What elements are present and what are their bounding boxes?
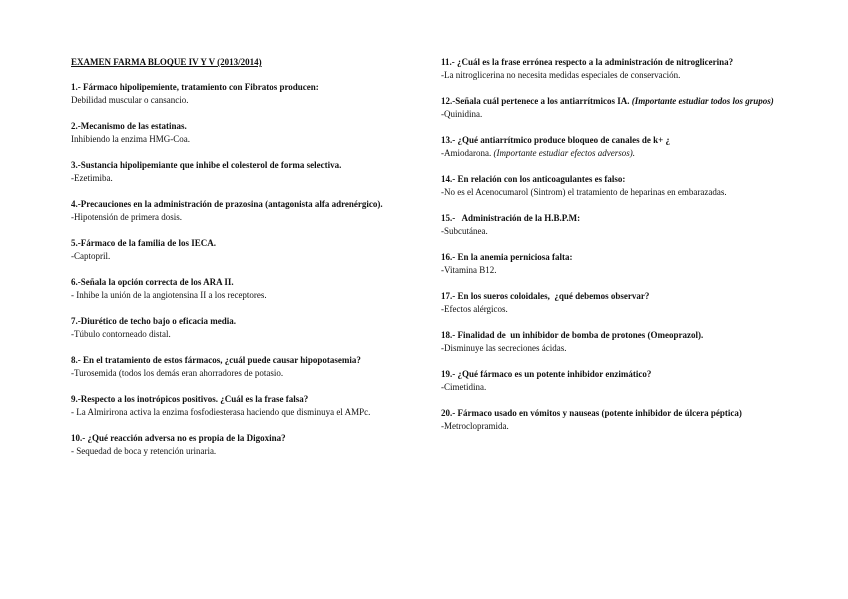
right-column: [441, 56, 781, 446]
answer-text: -Disminuye las secreciones ácidas.: [441, 343, 567, 353]
question-20: [441, 407, 781, 433]
question-9: [71, 393, 411, 419]
question-text: 10.- ¿Qué reacción adversa no es propia de la Digoxina?: [71, 433, 286, 443]
question-7: [71, 315, 411, 341]
question-text: 1.- Fármaco hipolipemiente, tratamiento con Fibratos producen:: [71, 82, 319, 92]
question-text: 5.-Fármaco de la familia de los IECA.: [71, 238, 216, 248]
answer-text: -Ezetimiba.: [71, 173, 113, 183]
answer-text: -Cimetidina.: [441, 382, 487, 392]
question-12: [441, 95, 781, 121]
question-note: (Importante estudiar todos los grupos): [631, 96, 774, 106]
question-text: 13.- ¿Qué antiarrítmico produce bloqueo de canales de k+ ¿: [441, 135, 670, 145]
question-text: 3.-Sustancia hipolipemiante que inhibe el colesterol de forma selectiva.: [71, 160, 342, 170]
question-16: [441, 251, 781, 277]
question-2: [71, 120, 411, 146]
answer-text: -Vitamina B12.: [441, 265, 497, 275]
question-5: [71, 237, 411, 263]
answer-text: -Túbulo contorneado distal.: [71, 329, 171, 339]
question-text: 11.- ¿Cuál es la frase errónea respecto a la administración de nitroglicerina?: [441, 57, 734, 67]
answer-text: -Subcutánea.: [441, 226, 488, 236]
question-3: [71, 159, 411, 185]
answer-text: -La nitroglicerina no necesita medidas especiales de conservación.: [441, 70, 681, 80]
answer-text: -Efectos alérgicos.: [441, 304, 508, 314]
question-text: 18.- Finalidad de un inhibidor de bomba de protones (Omeoprazol).: [441, 330, 704, 340]
question-17: [441, 290, 781, 316]
question-text: 16.- En la anemia perniciosa falta:: [441, 252, 573, 262]
answer-text: Debilidad muscular o cansancio.: [71, 95, 189, 105]
question-text: 20.- Fármaco usado en vómitos y nauseas (potente inhibidor de úlcera péptica): [441, 408, 742, 418]
question-10: [71, 432, 411, 458]
question-text: [441, 95, 781, 108]
answer-text: -No es el Acenocumarol (Sintrom) el tratamiento de heparinas en embarazadas.: [441, 187, 727, 197]
question-text: 17.- En los sueros coloidales, ¿qué debemos observar?: [441, 291, 650, 301]
question-19: [441, 368, 781, 394]
question-main: 12.-Señala cuál pertenece a los antiarrítmicos IA.: [441, 96, 630, 106]
question-1: [71, 81, 411, 107]
answer-text: -Quinidina.: [441, 109, 483, 119]
left-column: [71, 56, 411, 471]
question-text: 19.- ¿Qué fármaco es un potente inhibidor enzimático?: [441, 369, 652, 379]
question-text: 8.- En el tratamiento de estos fármacos, ¿cuál puede causar hipopotasemia?: [71, 355, 361, 365]
answer-note: (Importante estudiar efectos adversos).: [493, 148, 635, 158]
question-text: 7.-Diurético de techo bajo o eficacia media.: [71, 316, 236, 326]
question-13: [441, 134, 781, 160]
exam-title: EXAMEN FARMA BLOQUE IV Y V (2013/2014): [71, 57, 262, 67]
question-4: [71, 198, 411, 224]
question-text: 4.-Precauciones en la administración de prazosina (antagonista alfa adrenérgico).: [71, 199, 383, 209]
answer-text: - Sequedad de boca y retención urinaria.: [71, 446, 217, 456]
question-text: 6.-Señala la opción correcta de los ARA II.: [71, 277, 234, 287]
answer-text: [441, 147, 781, 160]
question-14: [441, 173, 781, 199]
question-11: [441, 56, 781, 82]
answer-text: -Turosemida (todos los demás eran ahorradores de potasio.: [71, 368, 284, 378]
question-text: 14.- En relación con los anticoagulantes es falso:: [441, 174, 626, 184]
answer-text: -Captopril.: [71, 251, 111, 261]
answer-main: -Amiodarona.: [441, 148, 492, 158]
answer-text: - La Almirirona activa la enzima fosfodiesterasa haciendo que disminuya el AMPc.: [71, 407, 371, 417]
question-text: 15.- Administración de la H.B.P.M:: [441, 213, 581, 223]
answer-text: - Inhibe la unión de la angiotensina II a los receptores.: [71, 290, 267, 300]
answer-text: -Hipotensión de primera dosis.: [71, 212, 182, 222]
question-text: 2.-Mecanismo de las estatinas.: [71, 121, 187, 131]
question-text: 9.-Respecto a los inotrópicos positivos. ¿Cuál es la frase falsa?: [71, 394, 309, 404]
answer-text: -Metroclopramida.: [441, 421, 509, 431]
answer-text: Inhibiendo la enzima HMG-Coa.: [71, 134, 190, 144]
question-6: [71, 276, 411, 302]
question-18: [441, 329, 781, 355]
question-8: [71, 354, 411, 380]
question-15: [441, 212, 781, 238]
